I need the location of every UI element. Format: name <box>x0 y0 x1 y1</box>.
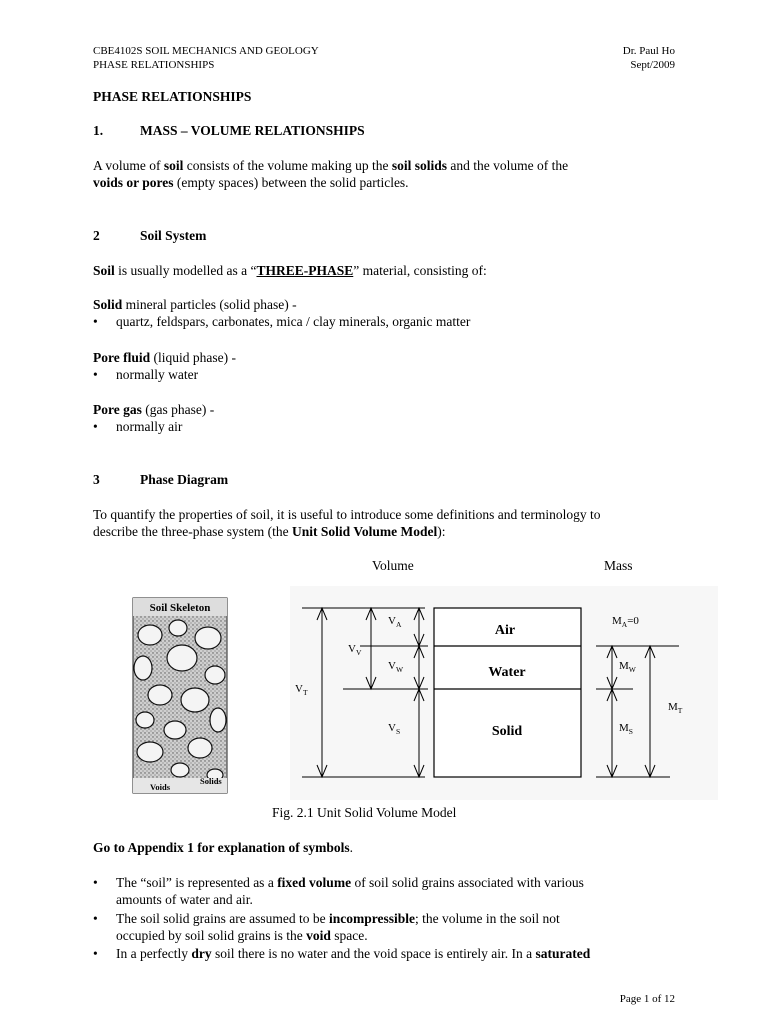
section-number: 2 <box>93 228 100 243</box>
text-run-bold: dry <box>191 946 212 961</box>
list-item <box>93 366 676 383</box>
label-vv: $V_V$ <box>348 643 362 657</box>
text-line: To quantify the properties of soil, it is useful to introduce some definitions and terminology to <box>93 507 601 522</box>
section-3-heading <box>93 471 228 488</box>
course-title: CBE4102S SOIL MECHANICS AND GEOLOGY <box>93 45 319 57</box>
text-run: is usually modelled as a “ <box>114 263 257 278</box>
text-run-bold: void <box>306 928 331 943</box>
text-run-bold: Soil <box>93 263 115 278</box>
text-run: A volume of <box>93 158 164 173</box>
phase-air-label: Air <box>494 623 516 638</box>
text-run: ” material, consisting of: <box>353 263 487 278</box>
list-item <box>93 418 676 435</box>
section-1-paragraph <box>93 157 676 191</box>
author: Dr. Paul Ho <box>622 45 675 57</box>
bullet: • <box>93 946 98 961</box>
text-run: soil there is no water and the void space is entirely air. In a <box>211 946 536 961</box>
list-item-text: normally air <box>116 419 183 434</box>
text-run-bold: Solid <box>93 297 123 312</box>
text-run: The soil solid grains are assumed to be <box>116 911 329 926</box>
bullet: • <box>93 875 98 890</box>
label-ms: $M_S$ <box>619 722 633 736</box>
text-run-bold: soil solids <box>391 158 448 173</box>
list-item <box>93 874 676 908</box>
skeleton-solids-label: Solids <box>200 776 222 786</box>
soil-skeleton-image <box>133 598 227 793</box>
text-run-bold: Pore fluid <box>93 350 151 365</box>
bullet: • <box>93 367 98 382</box>
phase-column <box>434 608 581 777</box>
skeleton-title: Soil Skeleton <box>149 602 211 614</box>
text-run: (liquid phase) - <box>150 350 236 365</box>
text-run: (gas phase) - <box>141 402 215 417</box>
label-mt: $M_T$ <box>668 701 683 715</box>
list-item <box>93 313 676 330</box>
list-item <box>93 945 676 962</box>
text-run: consists of the volume making up the <box>183 158 392 173</box>
three-phase-emphasis: THREE-PHASE <box>256 263 354 278</box>
section-number: 1. <box>93 123 104 138</box>
mass-column-label: Mass <box>604 558 633 573</box>
text-run: . <box>349 840 354 855</box>
text-run-bold: voids or pores <box>93 175 174 190</box>
text-run-bold: fixed volume <box>277 875 352 890</box>
text-run-bold: soil <box>163 158 184 173</box>
section-title: Soil System <box>140 228 207 243</box>
text-line: amounts of water and air. <box>116 892 253 907</box>
pore-gas-label <box>93 401 214 418</box>
text-run: mineral particles (solid phase) - <box>122 297 297 312</box>
appendix-note <box>93 839 353 856</box>
chapter-title: PHASE RELATIONSHIPS <box>93 59 215 71</box>
text-run-bold: Unit Solid Volume Model <box>292 524 438 539</box>
text-run-bold: saturated <box>535 946 591 961</box>
running-header-right <box>623 44 675 72</box>
bullet: • <box>93 911 98 926</box>
solid-phase-label <box>93 296 297 313</box>
section-2-heading <box>93 227 206 244</box>
label-mw: $M_W$ <box>619 660 636 674</box>
bullet: • <box>93 419 98 434</box>
label-ma: $M_A=0$ <box>612 615 639 629</box>
section-number: 3 <box>93 472 100 487</box>
text-run: of soil solid grains associated with various <box>351 875 584 890</box>
phase-water-label: Water <box>488 665 526 680</box>
figure-caption: Fig. 2.1 Unit Solid Volume Model <box>272 805 457 820</box>
text-run: ; the volume in the soil not <box>414 911 560 926</box>
text-run: describe the three-phase system (the <box>93 524 293 539</box>
label-vt: $V_T$ <box>295 683 308 697</box>
date: Sept/2009 <box>630 59 675 71</box>
text-run: ): <box>437 524 446 539</box>
section-title: MASS – VOLUME RELATIONSHIPS <box>140 123 365 138</box>
page-title: PHASE RELATIONSHIPS <box>93 89 252 104</box>
text-run: space. <box>330 928 368 943</box>
label-vw: $V_W$ <box>388 660 404 674</box>
pore-fluid-label <box>93 349 236 366</box>
text-run: The “soil” is represented as a <box>116 875 278 890</box>
phase-diagram-figure <box>0 580 768 800</box>
soil-intro <box>93 262 487 279</box>
text-run-bold: incompressible <box>328 911 415 926</box>
text-run-bold: Go to Appendix 1 for explanation of symbols <box>93 840 350 855</box>
text-run-bold: Pore gas <box>93 402 142 417</box>
list-item <box>93 910 676 944</box>
section-3-paragraph <box>93 506 676 540</box>
label-vs: $V_S$ <box>388 722 401 736</box>
text-run: and the volume of the <box>447 158 569 173</box>
list-item-text: quartz, feldspars, carbonates, mica / clay minerals, organic matter <box>116 314 471 329</box>
text-run: In a perfectly <box>116 946 192 961</box>
section-1-heading <box>93 122 365 139</box>
section-title: Phase Diagram <box>140 472 229 487</box>
volume-column-label: Volume <box>372 558 414 573</box>
label-va: $V_A$ <box>388 615 402 629</box>
list-item-text: normally water <box>116 367 199 382</box>
phase-solid-label: Solid <box>491 724 523 739</box>
text-run: (empty spaces) between the solid particles. <box>173 175 409 190</box>
text-run: occupied by soil solid grains is the <box>116 928 307 943</box>
bullet: • <box>93 314 98 329</box>
running-header-left <box>93 44 319 72</box>
skeleton-voids-label: Voids <box>150 782 171 792</box>
page-number: Page 1 of 12 <box>619 993 675 1005</box>
